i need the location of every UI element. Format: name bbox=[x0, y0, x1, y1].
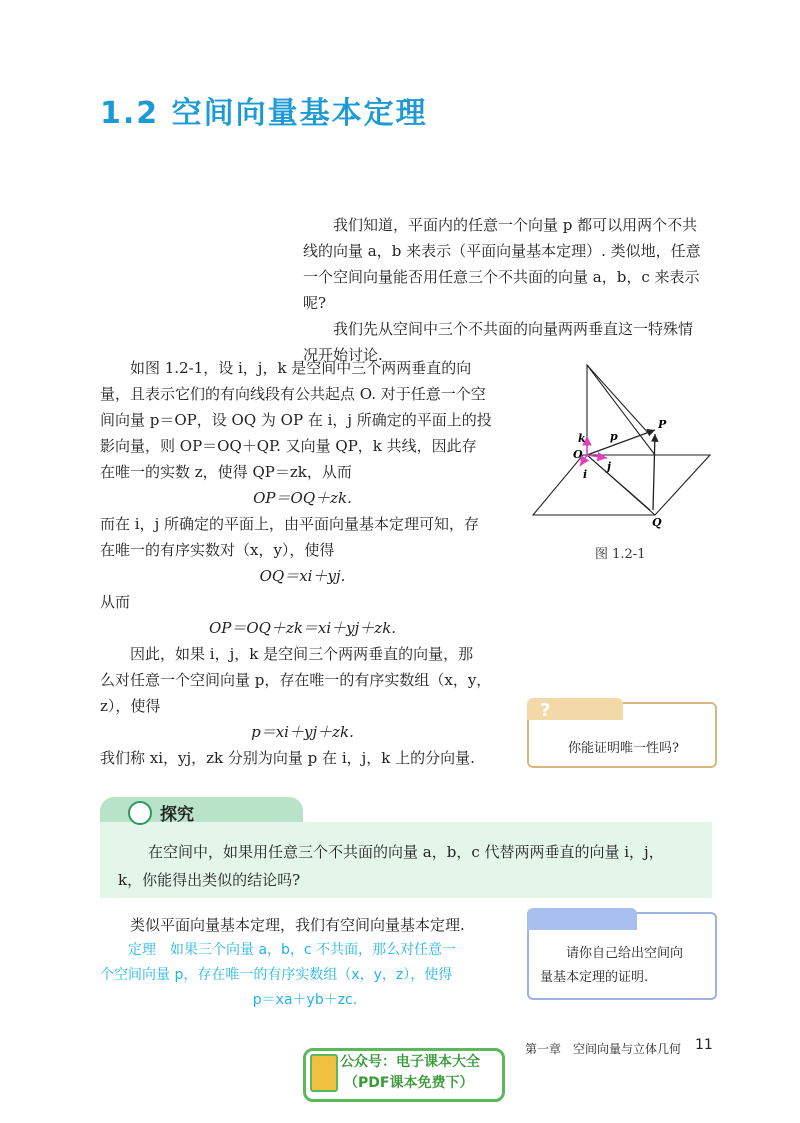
equation: OQ＝xi＋yj. bbox=[259, 567, 346, 585]
intro-line: 况开始讨论. bbox=[303, 346, 383, 364]
derivation-text bbox=[100, 355, 505, 771]
body-line: 么对任意一个空间向量 p，存在唯一的有序实数组（x，y， bbox=[100, 671, 492, 689]
explore-text bbox=[118, 838, 698, 894]
explore-line: k，你能得出类似的结论吗? bbox=[118, 871, 301, 889]
equation: OP＝OQ＋zk＝xi＋yj＋zk. bbox=[208, 619, 397, 637]
page-number: 11 bbox=[695, 1037, 713, 1053]
vector-op bbox=[587, 430, 655, 455]
intro-line: 一个空间向量能否用任意三个不共面的向量 a，b，c 来表示呢? bbox=[303, 268, 700, 312]
intro-line: 我们知道，平面内的任意一个向量 p 都可以用两个不共 bbox=[333, 216, 698, 234]
chapter-footer: 第一章 空间向量与立体几何 bbox=[525, 1042, 682, 1056]
question-text: 你能证明唯一性吗? bbox=[568, 741, 679, 756]
label-Q: Q bbox=[652, 516, 662, 529]
theorem-section bbox=[100, 912, 510, 1013]
body-line: z），使得 bbox=[100, 697, 161, 715]
body-line: 而在 i，j 所确定的平面上，由平面向量基本定理可知，存 bbox=[100, 515, 479, 533]
vector-qp bbox=[653, 434, 655, 510]
note-tab bbox=[527, 908, 637, 930]
body-line: 从而 bbox=[100, 593, 131, 611]
intro-line: 我们先从空间中三个不共面的向量两两垂直这一特殊情 bbox=[333, 320, 694, 338]
equation: p＝xi＋yj＋zk. bbox=[251, 723, 354, 741]
body-line: 在唯一的有序实数对（x，y），使得 bbox=[100, 541, 335, 559]
note-text bbox=[540, 942, 706, 990]
explore-line: 在空间中，如果用任意三个不共面的向量 a，b，c 代替两两垂直的向量 i，j， bbox=[148, 843, 664, 861]
note-line: 量基本定理的证明. bbox=[540, 970, 649, 985]
vertical-plane bbox=[587, 365, 655, 455]
figure-caption: 图 1.2-1 bbox=[595, 547, 646, 562]
body-line: 如图 1.2-1，设 i，j，k 是空间中三个两两垂直的向 bbox=[130, 359, 472, 377]
figure-1-2-1 bbox=[525, 360, 720, 530]
explore-icon bbox=[128, 801, 152, 825]
label-i: i bbox=[583, 468, 588, 481]
body-line: 在唯一的实数 z，使得 QP＝zk，从而 bbox=[100, 463, 352, 481]
body-line: 影向量，则 OP＝OQ＋QP. 又向量 QP，k 共线，因此存 bbox=[100, 437, 477, 455]
book-icon bbox=[310, 1054, 338, 1092]
plane-edge bbox=[587, 365, 650, 435]
theorem-line: 个空间向量 p，存在唯一的有序实数组（x，y，z），使得 bbox=[100, 967, 453, 983]
body-line: 量，且表示它们的有向线段有公共起点 O. 对于任意一个空 bbox=[100, 385, 486, 403]
theorem-line: 定理 如果三个向量 a，b，c 不共面，那么对任意一 bbox=[128, 942, 457, 958]
intro-text bbox=[303, 212, 713, 368]
explore-title: 探究 bbox=[160, 805, 194, 825]
body-line: 我们称 xi，yj，zk 分别为向量 p 在 i，j，k 上的分向量. bbox=[100, 749, 475, 767]
body-line: 因此，如果 i，j，k 是空间三个两两垂直的向量，那 bbox=[130, 645, 474, 663]
stamp-line-1: 公众号：电子课本大全 bbox=[340, 1054, 480, 1070]
section-title: 1.2 空间向量基本定理 bbox=[100, 96, 428, 131]
label-P: P bbox=[658, 418, 667, 431]
label-p: p bbox=[610, 430, 618, 443]
equation: OP＝OQ＋zk. bbox=[253, 489, 352, 507]
label-j: j bbox=[607, 460, 611, 473]
after-line: 类似平面向量基本定理，我们有空间向量基本定理. bbox=[130, 916, 465, 934]
question-icon: ? bbox=[540, 700, 551, 721]
intro-line: 线的向量 a，b 来表示（平面向量基本定理）. 类似地，任意 bbox=[303, 242, 701, 260]
vector-oq bbox=[587, 455, 650, 510]
stamp-line-2: （PDF课本免费下） bbox=[344, 1075, 474, 1091]
note-line: 请你自己给出空间向 bbox=[566, 946, 684, 961]
body-line: 间向量 p＝OP，设 OQ 为 OP 在 i，j 所确定的平面上的投 bbox=[100, 411, 492, 429]
theorem-equation: p＝xa＋yb＋zc. bbox=[252, 992, 358, 1008]
label-O: O bbox=[573, 448, 583, 461]
label-k: k bbox=[578, 432, 586, 445]
